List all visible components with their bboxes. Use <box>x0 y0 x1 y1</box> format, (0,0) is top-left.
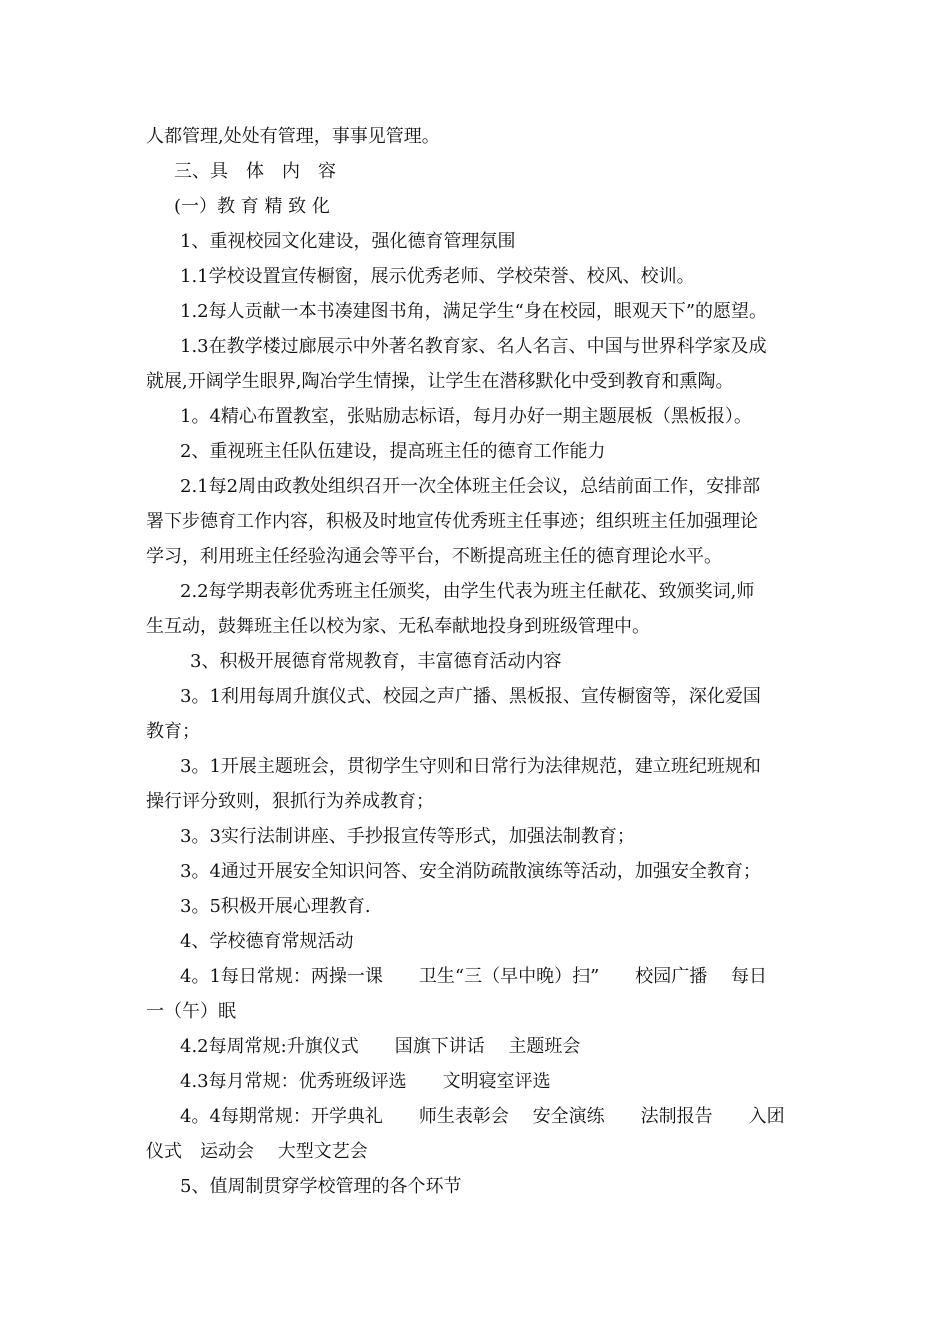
paragraph-line: 3。3实行法制讲座、手抄报宣传等形式，加强法制教育； <box>180 826 635 847</box>
paragraph-line: 1.1学校设置宣传橱窗，展示优秀老师、学校荣誉、校风、校训。 <box>180 266 695 287</box>
section-heading: 三、具 体 内 容 <box>174 161 336 182</box>
paragraph-line: 就展,开阔学生眼界,陶冶学生情操，让学生在潜移默化中受到教育和熏陶。 <box>146 371 734 392</box>
subsection-heading: (一）教 育 精 致 化 <box>174 196 330 217</box>
paragraph-line: 1。4精心布置教室，张贴励志标语，每月办好一期主题展板（黑板报）。 <box>180 406 752 427</box>
item-heading: 5、值周制贯穿学校管理的各个环节 <box>180 1176 462 1197</box>
paragraph-line: 一（午）眠 <box>146 1001 236 1022</box>
paragraph-line: 4。4每期常规：开学典礼 师生表彰会 安全演练 法制报告 入团 <box>180 1106 785 1127</box>
paragraph-line: 3。4通过开展安全知识问答、安全消防疏散演练等活动，加强安全教育； <box>180 861 761 882</box>
paragraph-line: 教育； <box>146 721 200 742</box>
paragraph-line: 操行评分致则，狠抓行为养成教育； <box>146 791 434 812</box>
paragraph-line: 1.2每人贡献一本书凑建图书角，满足学生“身在校园，眼观天下”的愿望。 <box>180 301 768 322</box>
item-heading: 2、重视班主任队伍建设，提高班主任的德育工作能力 <box>180 441 606 462</box>
paragraph-line: 1.3在教学楼过廊展示中外著名教育家、名人名言、中国与世界科学家及成 <box>180 336 767 357</box>
paragraph-line: 人都管理,处处有管理，事事见管理。 <box>146 126 440 147</box>
item-heading: 3、积极开展德育常规教育，丰富德育活动内容 <box>190 651 562 672</box>
item-heading: 4、学校德育常规活动 <box>180 931 354 952</box>
paragraph-line: 4。1每日常规：两操一课 卫生“三（早中晚）扫” 校园广播 每日 <box>180 966 768 987</box>
paragraph-line: 3。1利用每周升旗仪式、校园之声广播、黑板报、宣传橱窗等，深化爱国 <box>180 686 761 707</box>
paragraph-line: 生互动，鼓舞班主任以校为家、无私奉献地投身到班级管理中。 <box>146 616 650 637</box>
paragraph-line: 学习，利用班主任经验沟通会等平台，不断提高班主任的德育理论水平。 <box>146 546 722 567</box>
paragraph-line: 署下步德育工作内容，积极及时地宣传优秀班主任事迹；组织班主任加强理论 <box>146 511 758 532</box>
item-heading: 1、重视校园文化建设，强化德育管理氛围 <box>180 231 516 252</box>
paragraph-line: 仪式 运动会 大型文艺会 <box>146 1141 368 1162</box>
paragraph-line: 3。5积极开展心理教育. <box>180 896 371 917</box>
paragraph-line: 3。1开展主题班会，贯彻学生守则和日常行为法律规范，建立班纪班规和 <box>180 756 761 777</box>
paragraph-line: 2.1每2周由政教处组织召开一次全体班主任会议，总结前面工作，安排部 <box>180 476 761 497</box>
paragraph-line: 4.2每周常规:升旗仪式 国旗下讲话 主题班会 <box>180 1036 581 1057</box>
paragraph-line: 4.3每月常规：优秀班级评选 文明寝室评选 <box>180 1071 551 1092</box>
paragraph-line: 2.2每学期表彰优秀班主任颁奖，由学生代表为班主任献花、致颁奖词,师 <box>180 581 755 602</box>
